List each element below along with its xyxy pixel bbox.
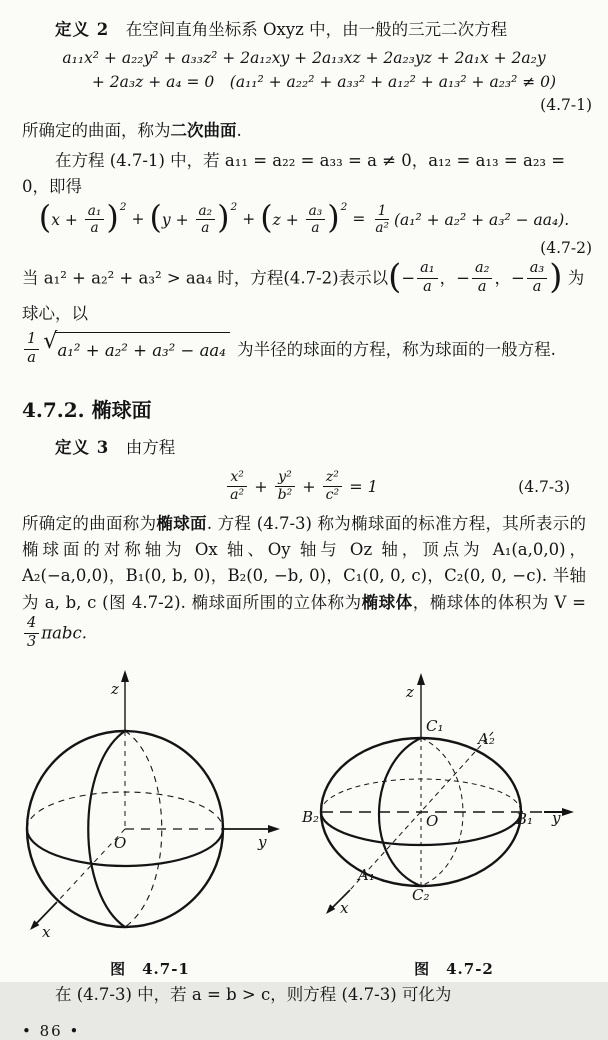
ellipsoid-description-paragraph	[0, 511, 608, 652]
volume-formula-tail: πabc.	[41, 623, 87, 643]
fraction-4-over-3: $\frac{4}{3}$	[24, 615, 39, 651]
page-number: • 86 •	[22, 1022, 81, 1040]
eq2-term1: x +	[51, 210, 83, 229]
equation-4-7-1	[0, 46, 608, 94]
figure-4-7-2	[300, 664, 608, 979]
section-heading-4-7-2: 4.7.2. 椭球面	[22, 398, 152, 423]
y-axis-arrow	[268, 825, 280, 833]
origin-label: O	[114, 833, 127, 852]
sphere-diagram	[0, 664, 300, 954]
minus-sign: −	[510, 268, 525, 288]
fraction-a1-over-a: $\frac{\text{a₁}}{a}$	[85, 203, 105, 237]
vertex-a1-label: A₁	[358, 865, 375, 884]
figure-4-7-1-caption: 图 4.7-1	[110, 959, 190, 978]
definition-3-paragraph	[0, 435, 608, 461]
radicand: a₁² + a₂² + a₃² − aa₄	[55, 332, 229, 369]
equals-operator: =	[352, 210, 366, 229]
quadric-result-pre: 所确定的曲面，称为	[22, 121, 171, 141]
eq2-term3: z +	[272, 210, 304, 229]
figure-4-7-1	[0, 664, 300, 979]
fraction-1-over-a: $\frac{1}{a}$	[24, 331, 39, 367]
fraction-a1-over-a: $\frac{\text{a₁}}{a}$	[417, 260, 437, 296]
fraction-y2-over-b2: $\frac{\text{y²}}{\text{b²}}$	[275, 469, 296, 504]
right-paren: )	[327, 200, 340, 237]
vertex-c2-label: C₂	[412, 885, 430, 904]
right-paren: )	[106, 200, 119, 237]
x-axis-label: x	[42, 922, 51, 941]
ellipsoid-body-mid2: ，椭球体的体积为 V =	[412, 592, 587, 612]
fraction-x2-over-a2: $\frac{\text{x²}}{\text{a²}}$	[227, 469, 247, 504]
exponent-2: 2	[340, 201, 348, 214]
comma: ，	[439, 268, 457, 288]
fraction-a3-over-a: $\frac{\text{a₃}}{a}$	[527, 260, 547, 296]
exponent-2: 2	[230, 201, 238, 214]
sphere-derivation-intro: 在方程 (4.7-1) 中，若 a₁₁ = a₂₂ = a₃₃ = a ≠ 0，a₁₂ = a₁₃ = a₂₃ = 0，即得	[22, 150, 566, 197]
plus-operator: +	[131, 210, 145, 229]
equation-4-7-1-line2: + 2a₃z + a₄ = 0 (a₁₁² + a₂₂² + a₃₃² + a₁₂² + a₁₃² + a₂₃² ≠ 0)	[91, 73, 557, 92]
vertex-b1-label: B₁	[516, 809, 534, 828]
fraction-a2-over-a: $\frac{\text{a₂}}{a}$	[196, 203, 216, 237]
y-axis-label: y	[552, 808, 561, 827]
z-axis-arrow	[121, 670, 129, 682]
plus-operator: +	[242, 210, 256, 229]
left-paren: (	[38, 200, 52, 237]
left-paren: (	[260, 200, 273, 237]
right-paren: )	[217, 200, 230, 237]
ellipsoid-body-pre: 所确定的曲面称为	[22, 513, 157, 533]
sphere-condition-mid: 为球心，以	[22, 268, 585, 324]
x-axis-label: x	[340, 898, 349, 917]
equation-number-4-7-2: (4.7-2)	[540, 239, 592, 258]
equation-4-7-3	[0, 470, 608, 505]
quadric-result-post: .	[236, 121, 242, 141]
exponent-2: 2	[119, 201, 127, 214]
equation-number-4-7-1: (4.7-1)	[540, 96, 592, 115]
minus-sign: −	[456, 268, 470, 288]
y-axis-label: y	[258, 832, 267, 851]
radical-sign: √	[43, 327, 58, 354]
z-axis-label: z	[111, 679, 119, 698]
closing-paragraph: 在 (4.7-3) 中，若 a = b > c，则方程 (4.7-3) 可化为	[55, 984, 452, 1004]
quadric-surface-result	[0, 118, 608, 144]
sphere-condition-pre: 当 a₁² + a₂² + a₃² > aa₄ 时，方程(4.7-2)表示以	[22, 268, 389, 288]
vertex-b2-label: B₂	[302, 807, 320, 826]
ellipsoid-solid-term: 椭球体	[361, 592, 413, 612]
y-axis-arrow	[562, 808, 574, 816]
definition-2-label: 定义 2	[55, 20, 110, 39]
equation-4-7-2	[0, 200, 608, 238]
ellipsoid-term: 椭球面	[156, 513, 207, 533]
definition-3-intro: 由方程	[125, 438, 176, 458]
eq2-term2: y +	[161, 210, 194, 229]
fraction-z2-over-c2: $\frac{\text{z²}}{\text{c²}}$	[323, 469, 343, 504]
meridian-front	[88, 731, 125, 927]
z-axis-label: z	[406, 682, 414, 701]
eq2-tail: (a₁² + a₂² + a₃² − aa₄).	[393, 210, 570, 229]
left-paren: (	[388, 257, 402, 297]
z-axis-arrow	[417, 673, 425, 685]
equals-1: = 1	[349, 476, 378, 496]
comma: ，	[494, 268, 511, 288]
fraction-1-over-a-squared: $\frac{1}{\text{a²}}$	[375, 202, 389, 236]
sphere-condition-post: 为半径的球面的方程，称为球面的一般方程.	[237, 339, 556, 359]
left-paren: (	[149, 200, 162, 237]
plus-operator: +	[254, 476, 268, 496]
definition-2-paragraph	[0, 17, 608, 43]
figure-4-7-2-caption: 图 4.7-2	[414, 959, 494, 978]
general-sphere-paragraph	[0, 257, 608, 368]
equation-number-4-7-3: (4.7-3)	[518, 478, 570, 497]
vertex-c1-label: C₁	[426, 716, 444, 735]
fraction-a2-over-a: $\frac{\text{a₂}}{a}$	[472, 260, 492, 296]
definition-3-label: 定义 3	[55, 438, 110, 458]
ellipsoid-diagram	[300, 664, 608, 954]
definition-2-intro: 在空间直角坐标系 Oxyz 中，由一般的三元二次方程	[125, 20, 508, 39]
ellipsoid-body-mid1: . 方程 (4.7-3) 称为椭球面的标准方程，其所表示的椭球面的对称轴为 Ox 轴、Oy 轴与 Oz 轴，顶点为 A₁(a,0,0)，A₂(−a,0,0)，B₁(0, b, 0)，B₂(0, −b, 0)，C₁(0, 0, c)，C₂(0, 0, −c). 半轴为 a, b, c (图 4.7-2). 椭球面所围的立体称为	[22, 513, 587, 612]
figures-row	[0, 664, 608, 979]
right-paren: )	[549, 257, 563, 297]
equation-4-7-1-line1: a₁₁x² + a₂₂y² + a₃₃z² + 2a₁₂xy + 2a₁₃xz + 2a₂₃yz + 2a₁x + 2a₂y	[62, 49, 546, 68]
vertex-a2-label: A₂	[478, 729, 495, 748]
fraction-a3-over-a: $\frac{\text{a₃}}{a}$	[306, 203, 326, 237]
plus-operator: +	[302, 476, 316, 496]
quadric-surface-term: 二次曲面	[170, 121, 237, 141]
minus-sign: −	[401, 268, 416, 288]
radical-expression	[43, 327, 230, 369]
origin-label: O	[426, 811, 439, 830]
